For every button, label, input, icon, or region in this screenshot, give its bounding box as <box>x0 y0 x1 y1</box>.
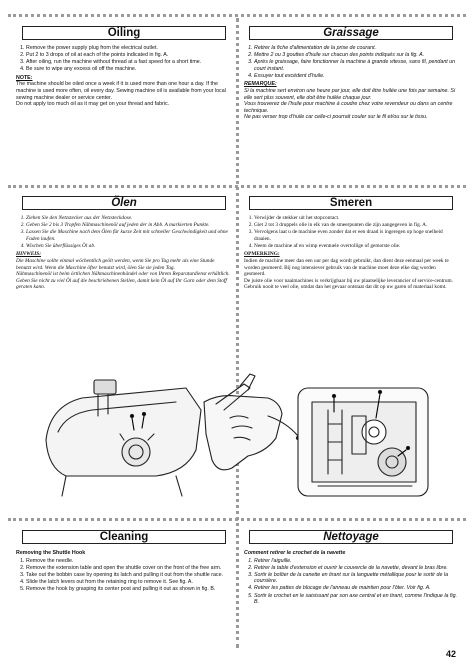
nettoyage-step: 4. Retirer les pattes de blocage de l'anneau de maintien pour l'ôter. Voir fig. A. <box>254 585 458 592</box>
cleaning-text <box>16 550 230 593</box>
graissage-step: 1. Retirer la fiche d'alimentation de la prise de courant. <box>254 45 458 52</box>
nettoyage-subhead: Comment retirer le crochet de la navette <box>244 550 346 556</box>
oiling-steps <box>16 45 230 73</box>
cleaning-step: 4. Slide the latch levers out from the retaining ring to remove it. See fig. A. <box>26 579 230 586</box>
cleaning-steps <box>16 558 230 593</box>
nettoyage-step: 5. Sortir le crochet en le saisissant par son axe central et en tirant, comme l'indique la fig. B. <box>254 593 458 606</box>
graissage-step: 2. Mettre 2 ou 3 gouttes d'huile sur chacun des points indiqués sur la fig. A. <box>254 52 458 59</box>
oiling-illustration <box>36 358 440 508</box>
oiling-step: 2. Put 2 to 3 drops of oil at each of the points indicated in fig. A. <box>26 52 230 59</box>
page-number: 42 <box>445 649 456 659</box>
smeren-note: Indien de machine meer dan een uur per dag wordt gebruikt, dan dient deze eenmaal per week te worden gesmeerd. Bij nog intensiever gebruik van de machine moet deze elke dag worden gesmeerd. De juiste olie voor naaimachines is verkrijgbaar bij uw plaatselijke leverancier of service-centrum. Gebruik nooit te veel olie, omdat dan het gevaar ontstaat dat dit op uw garen of materiaal komt. <box>244 258 453 291</box>
smeren-steps <box>244 215 458 249</box>
olen-step: 4. Wischen Sie überflüssiges Öl ab. <box>26 243 230 250</box>
cleaning-step: 1. Remove the needle. <box>26 558 230 565</box>
nettoyage-step: 3. Sortir le boîtier de la canette en tirant sur la languette métallique pour le sortir de la coursière. <box>254 572 458 585</box>
cleaning-step: 2. Remove the extension table and open the shuttle cover on the front of the free arm. <box>26 565 230 572</box>
smeren-title: Smeren <box>249 196 453 210</box>
smeren-text <box>244 215 458 291</box>
oiling-note-label: NOTE: <box>16 74 33 81</box>
oiling-step: 3. After oiling, run the machine without thread at a fast speed for a short time. <box>26 59 230 66</box>
olen-title: Ölen <box>22 196 226 210</box>
olen-note: Die Maschine sollte einmal wöchentlich geölt werden, wenn Sie pro Tag mehr als eine Stunde benutzt wird. Wenn die Maschine öfter benutzt wird, ölen Sie sie jeden Tag. Nähmaschinenöl ist beim örtlichen Nähmaschinenhändel oder von Ihrem Reparaturdienst erhältlich. Geben Sie nicht zu viel Öl auf die beschriebenen Stellen, damit kein Öl auf Ihr Garn oder dem Stoff geraten kann. <box>16 258 230 291</box>
nettoyage-step: 1. Retirer l'aiguille. <box>254 558 458 565</box>
graissage-steps <box>244 45 458 79</box>
graissage-step: 4. Essuyer tout excédent d'huile. <box>254 73 458 80</box>
oiling-title: Oiling <box>22 26 226 40</box>
nettoyage-text <box>244 550 458 606</box>
oiling-step: 1. Remove the power supply plug from the electrical outlet. <box>26 45 230 52</box>
cleaning-step: 5. Remove the hook by grasping its center post and pulling it out as shown in fig. B. <box>26 586 230 593</box>
cleaning-step: 3. Take out the bobbin case by opening its latch and pulling it out from the shuttle race. <box>26 572 230 579</box>
graissage-text <box>244 45 458 121</box>
oiling-step: 4. Be sure to wipe any excess oil off the machine. <box>26 66 230 73</box>
graissage-step: 3. Après le graissage, faire fonctionner la machine à grande vitesse, sans fil, pendant un court instant. <box>254 59 458 72</box>
cleaning-subhead: Removing the Shuttle Hook <box>16 550 86 556</box>
middle-dotted-rule <box>8 185 466 188</box>
lower-dotted-rule <box>8 518 466 521</box>
olen-step: 1. Ziehen Sie den Netzstecker aus der Netzsteckdose. <box>26 215 230 222</box>
graissage-title: Graissage <box>249 26 453 40</box>
center-dotted-divider <box>236 18 239 648</box>
olen-step: 2. Geben Sie 2 bis 3 Tropfen Nähmaschinenöl auf jeden der in Abb. A markierten Punkte. <box>26 222 230 229</box>
smeren-step: 4. Neem de machine af en wimp eventuele overtollige of gemorste olie. <box>254 243 458 250</box>
oiling-note: The machine should be oiled once a week if it is used more than one hour a day. If the machine is used more often, oil every day. Sewing machine oil is available from your local sewing machine dealer or service center. Do not apply too much oil as it may get on your thread and fabric. <box>16 81 226 108</box>
smeren-step: 1. Verwijder de stekker uit het stopcontact. <box>254 215 458 222</box>
top-dotted-rule <box>8 14 466 17</box>
nettoyage-title: Nettoyage <box>249 530 453 544</box>
oiling-text <box>16 45 230 108</box>
nettoyage-steps <box>244 558 458 606</box>
olen-note-label: HINWEIS: <box>16 251 42 258</box>
smeren-note-label: OPMERKING: <box>244 251 280 258</box>
cleaning-title: Cleaning <box>22 530 226 544</box>
nettoyage-step: 2. Retirer la table d'extension et ouvrir le couvercle de la navette, devant le bras libre. <box>254 565 458 572</box>
olen-step: 3. Lassen Sie die Maschine nach dem Ölen für kurze Zeit mit schneller Geschwindigkeit und ohne Faden laufen. <box>26 229 230 242</box>
olen-text <box>16 215 230 291</box>
smeren-step: 3. Vervolgens laat u de machine even zonder dat er een draad is ingeregen op hoge snelheid draaien. <box>254 229 458 242</box>
graissage-note-label: REMARQUE: <box>244 81 277 88</box>
olen-steps <box>16 215 230 249</box>
graissage-note: Si la machine sert environ une heure par jour, elle doit être huilée une fois par semaine. Si elle sert plus souvent, elle doit être huilée chaque jour. Vous trouverez de l'huile pour machine à coudre chez votre revendeur ou dans un centre technique. Ne pas verser trop d'huile car celle-ci pourrait couler sur le fil et/ou sur le tissu. <box>244 88 456 121</box>
smeren-step: 2. Giet 2 tot 3 druppels olie in elk van de smeerpunten die zijn aangegeven in fig. A. <box>254 222 458 229</box>
